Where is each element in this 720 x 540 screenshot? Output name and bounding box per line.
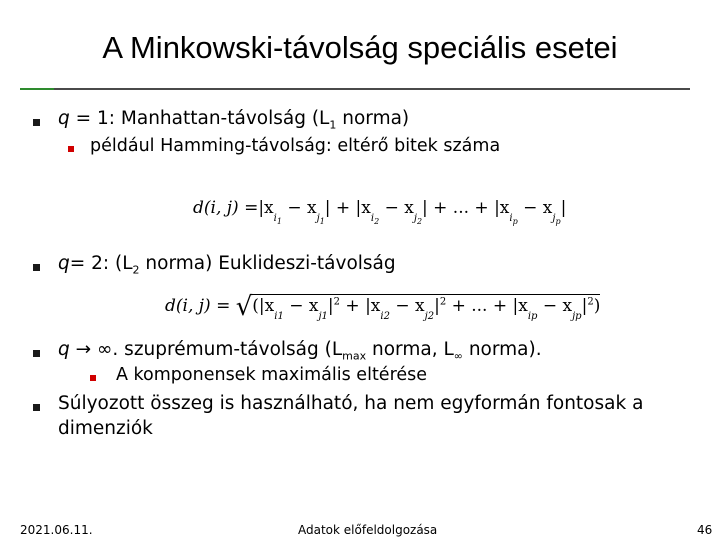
formula-sub: j [413,213,417,224]
footer-date: 2021.06.11. [20,523,93,537]
sub-bullet-marker [90,375,96,381]
formula-term: − x [283,296,319,316]
formula-term: − x [517,198,553,218]
formula-term: | + ... + |x [422,198,510,218]
formula-exp: 2 [333,296,341,308]
formula-lhs: d(i, j) = [193,198,259,218]
sqrt-radicand [252,294,601,322]
subscript: max [342,349,367,363]
formula-sub: j [552,213,556,224]
footer-page-number: 46 [697,523,713,537]
formula-sub: p [555,217,561,226]
formula-sub: 2 [416,217,423,226]
sub-bullet-hamming: például Hamming-távolság: eltérő bitek száma [90,136,501,156]
formula-term: ) [593,296,601,316]
bullet-marker [33,350,40,357]
formula-sub: j [316,213,320,224]
formula-sub: j1 [318,311,328,322]
formula-sub: 1 [319,217,325,226]
formula-term: − x [389,296,425,316]
formula-term: | + |x [324,198,371,218]
bullet-text: = 2: (L [69,253,133,274]
formula-sub: 2 [374,217,380,226]
bullet-manhattan [58,108,409,132]
formula-term: (|x [252,296,275,316]
formula-term: − x [281,198,317,218]
subscript: ∞ [453,349,463,363]
formula-sub: i [273,213,277,224]
formula-sub: i1 [274,311,284,322]
q-symbol: q [58,108,70,129]
bullet-weighted-line2: dimenziók [58,418,153,439]
bullet-marker [33,119,40,126]
bullet-text: = 1: Manhattan-távolság (L [69,108,330,129]
bullet-marker [33,404,40,411]
q-symbol: q [58,339,70,360]
formula-term: | [581,296,588,316]
formula-term: − x [379,198,414,218]
formula-term: + |x [340,296,381,316]
bullet-text: norma, L [366,339,454,360]
bullet-text: → ∞. szuprémum-távolság (L [69,339,343,360]
footer-title: Adatok előfeldolgozása [298,523,438,537]
bullet-tail: norma). [462,339,542,360]
formula-sub: j2 [424,311,435,322]
bullet-marker [33,264,40,271]
bullet-euclid [58,253,396,277]
formula-exp: 2 [587,296,594,308]
formula-term: − x [537,296,573,316]
slide-title: A Minkowski-távolság speciális esetei [102,30,618,65]
formula-term: | [434,296,440,316]
formula-sub: 1 [276,217,282,226]
formula-term: + ... + |x [446,296,528,316]
formula-sub: ip [527,311,538,322]
subscript: 2 [132,263,140,277]
subscript: 1 [329,118,337,132]
formula-euclid [165,288,601,322]
sub-bullet-max-diff: A komponensek maximális eltérése [116,365,428,385]
formula-sub: i [509,213,513,224]
formula-manhattan [193,198,567,226]
sub-bullet-marker [68,146,74,152]
q-symbol: q [58,253,70,274]
title-rule-accent [20,88,54,90]
title-rule [50,88,690,90]
formula-term: | [327,296,334,316]
formula-lhs: d(i, j) = [165,296,231,316]
formula-sub: i2 [380,311,390,322]
bullet-tail: norma) [336,108,410,129]
formula-term: | [560,198,567,218]
formula-sub: jp [572,311,582,322]
formula-exp: 2 [439,296,447,308]
formula-sub: i [370,213,375,224]
formula-sub: p [512,217,518,226]
bullet-supremum [58,339,542,363]
bullet-weighted-line1: Súlyozott összeg is használható, ha nem egyformán fontosak a [58,393,644,414]
bullet-tail: norma) Euklideszi-távolság [139,253,396,274]
formula-term: |x [258,198,274,218]
sqrt-symbol: √ [235,292,253,322]
